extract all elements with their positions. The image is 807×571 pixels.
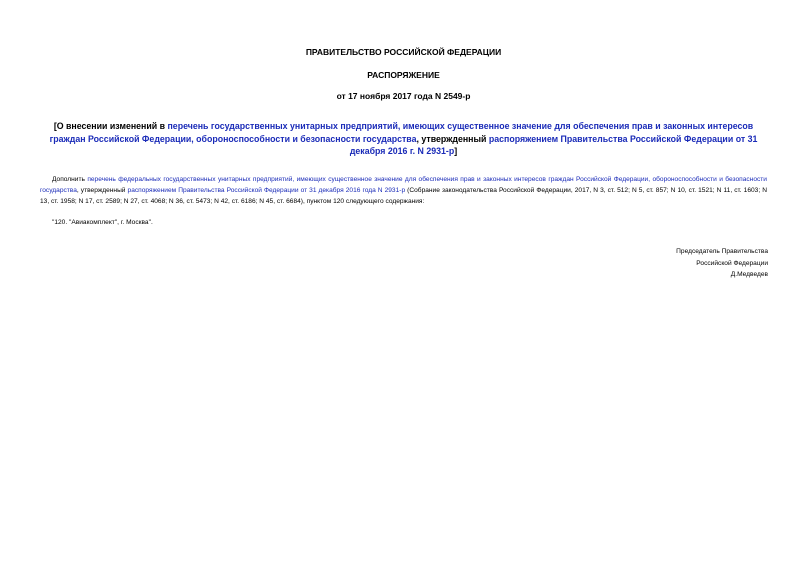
signature-name: Д.Медведев: [730, 271, 768, 278]
list-item-120: "120. "Авиакомплект", г. Москва".: [52, 219, 153, 226]
title-link-order[interactable]: распоряжением Правительства Российской Федерации от 31 декабря 2016 г. N 2931-р: [349, 133, 758, 156]
signature-country: Российской Федерации: [696, 259, 768, 267]
body-link-order[interactable]: распоряжением Правительства Российской Федерации от 31 декабря 2016 года N 2931-р: [127, 187, 406, 195]
government-heading: ПРАВИТЕЛЬСТВО РОССИЙСКОЙ ФЕДЕРАЦИИ: [305, 47, 502, 57]
signature-block: [676, 246, 768, 281]
body-prefix: Дополнить: [52, 176, 88, 183]
body-middle: , утвержденный: [76, 187, 128, 195]
title-suffix: ]: [454, 146, 458, 156]
title-middle: , утвержденный: [416, 133, 489, 144]
document-type-heading: РАСПОРЯЖЕНИЕ: [367, 70, 440, 80]
body-suffix: (Собрание законодательства Российской Федерации, 2017, N 3, ст. 512; N 5, ст. 857; N 10, ст. 1521; N 11, ст. 1603; N 13, ст. 1958; N 17, ст. 2589; N 27, ст. 4068; N 36, ст. 5473; N 42, ст. 6186; N 45, ст. 6684), пунктом 120 следующего содержания:: [40, 187, 767, 206]
title-prefix: [О внесении изменений в: [53, 121, 168, 131]
document-date-number: от 17 ноября 2017 года N 2549-р: [336, 91, 471, 101]
document-title: [40, 120, 767, 158]
body-paragraph: [40, 174, 767, 208]
signature-position: Председатель Правительства: [676, 248, 768, 255]
body-link-list[interactable]: перечень федеральных государственных унитарных предприятий, имеющих существенное значение для обеспечения прав и законных интересов граждан Российской Федерации, обороноспособности и безопасности государства: [40, 176, 767, 195]
title-link-list[interactable]: перечень государственных унитарных предприятий, имеющих существенное значение для обеспечения прав и законных интересов граждан Российской Федерации, обороноспособности и безопасности государства: [49, 121, 754, 144]
